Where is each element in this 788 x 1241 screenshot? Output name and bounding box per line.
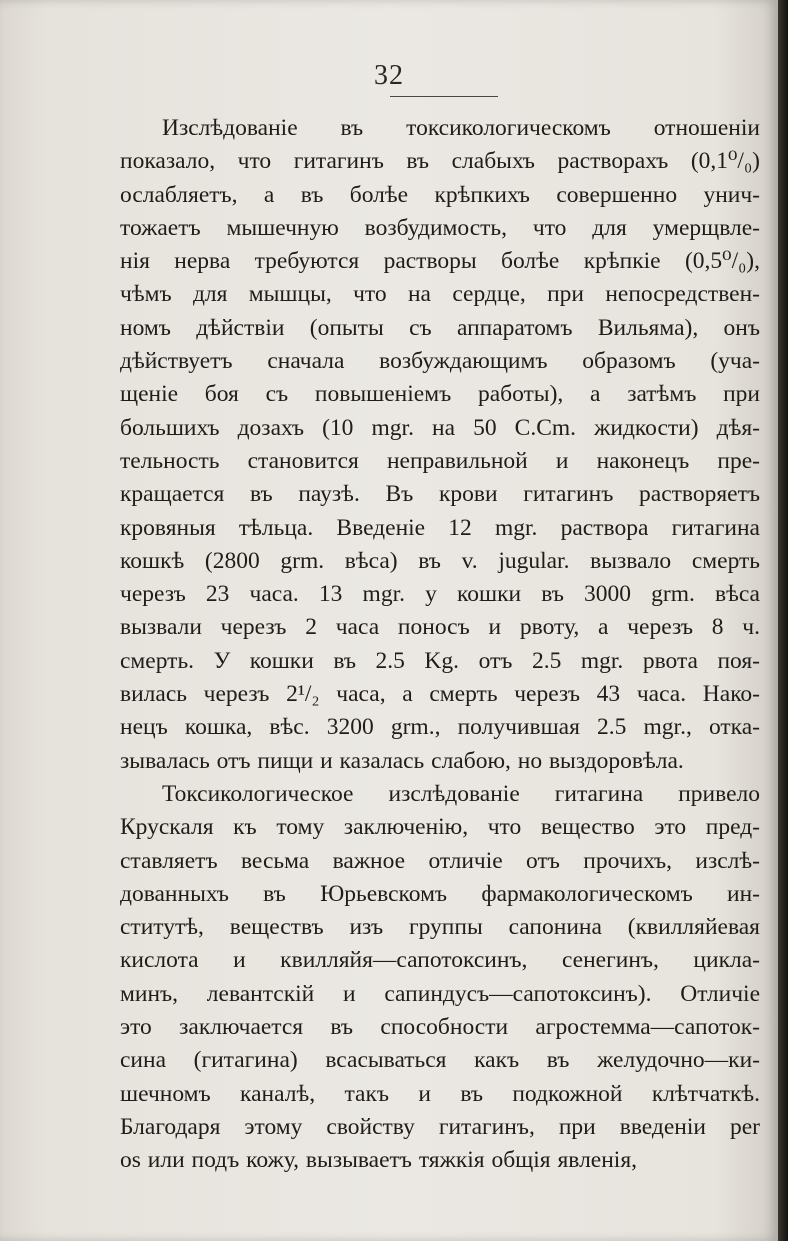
text-line: вызвали черезъ 2 часа поносъ и рвоту, а черезъ 8 ч. — [120, 614, 760, 641]
text-line: тельность становится неправильной и наконецъ пре- — [120, 447, 760, 474]
text-line: кровяныя тѣльца. Введеніе 12 mgr. раствора гитагина — [120, 514, 760, 541]
text-line: большихъ дозахъ (10 mgr. на 50 C.Cm. жидкости) дѣя- — [120, 414, 760, 441]
text-line: Крускаля къ тому заключенію, что вещество это пред- — [120, 814, 760, 841]
text-line: тожаетъ мышечную возбудимость, что для умерщвле- — [120, 214, 760, 241]
text-line: Благодаря этому свойству гитагинъ, при введеніи per — [120, 1113, 760, 1140]
text-line: чѣмъ для мышцы, что на сердце, при непосредствен- — [120, 281, 760, 308]
text-line: кислота и квилляйя—сапотоксинъ, сенегинъ, цикла- — [120, 947, 760, 974]
text-line: Токсикологическое изслѣдованіе гитагина привело — [162, 780, 760, 807]
text-line: дѣйствуетъ сначала возбуждающимъ образомъ (уча- — [120, 348, 760, 375]
text-line: Изслѣдованіе въ токсикологическомъ отношеніи — [162, 115, 760, 141]
text-line: дованныхъ въ Юрьевскомъ фармакологическомъ ин- — [120, 880, 760, 907]
page-number: 32 — [374, 60, 404, 91]
text-line: ститутѣ, веществъ изъ группы сапонина (квилляйевая — [120, 914, 760, 941]
text-line: шечномъ каналѣ, такъ и въ подкожной клѣтчаткѣ. — [120, 1080, 760, 1107]
text-line: зывалась отъ пищи и казалась слабою, но выздоровѣла. — [120, 747, 684, 774]
text-line: os или подъ кожу, вызываетъ тяжкія общія явленія, — [120, 1147, 638, 1174]
body-text — [120, 112, 760, 1178]
text-line: нія нерва требуются растворы болѣе крѣпкіе (0,5⁰/₀), — [120, 248, 760, 275]
book-spine-edge — [778, 0, 788, 1241]
text-line: черезъ 23 часа. 13 mgr. у кошки въ 3000 grm. вѣса — [120, 581, 760, 608]
text-line: нецъ кошка, вѣс. 3200 grm., получившая 2.5 mgr., отка- — [120, 714, 760, 741]
text-line: вилась черезъ 2¹/₂ часа, а смерть черезъ 43 часа. Нако- — [120, 681, 760, 708]
text-line: минъ, левантскій и сапиндусъ—сапотоксинъ). Отличіе — [120, 980, 760, 1007]
text-line: щеніе боя съ повышеніемъ работы), а затѣмъ при — [120, 381, 760, 408]
text-line: сина (гитагина) всасываться какъ въ желудочно—ки- — [120, 1047, 760, 1074]
text-line: ставляетъ весьма важное отличіе отъ прочихъ, изслѣ- — [120, 847, 760, 874]
text-line: это заключается въ способности агростемма—сапоток- — [120, 1014, 760, 1041]
text-line: кращается въ паузѣ. Въ крови гитагинъ растворяетъ — [120, 481, 760, 508]
text-line: ослабляетъ, а въ болѣе крѣпкихъ совершенно унич- — [120, 181, 760, 208]
text-line: кошкѣ (2800 grm. вѣса) въ v. jugular. вызвало смерть — [120, 547, 760, 574]
text-line: смерть. У кошки въ 2.5 Kg. отъ 2.5 mgr. рвота поя- — [120, 647, 760, 674]
text-line: показало, что гитагинъ въ слабыхъ растворахъ (0,1⁰/₀) — [120, 148, 760, 175]
page-number-rule — [390, 96, 498, 97]
text-line: номъ дѣйствіи (опыты съ аппаратомъ Вильяма), онъ — [120, 314, 760, 341]
